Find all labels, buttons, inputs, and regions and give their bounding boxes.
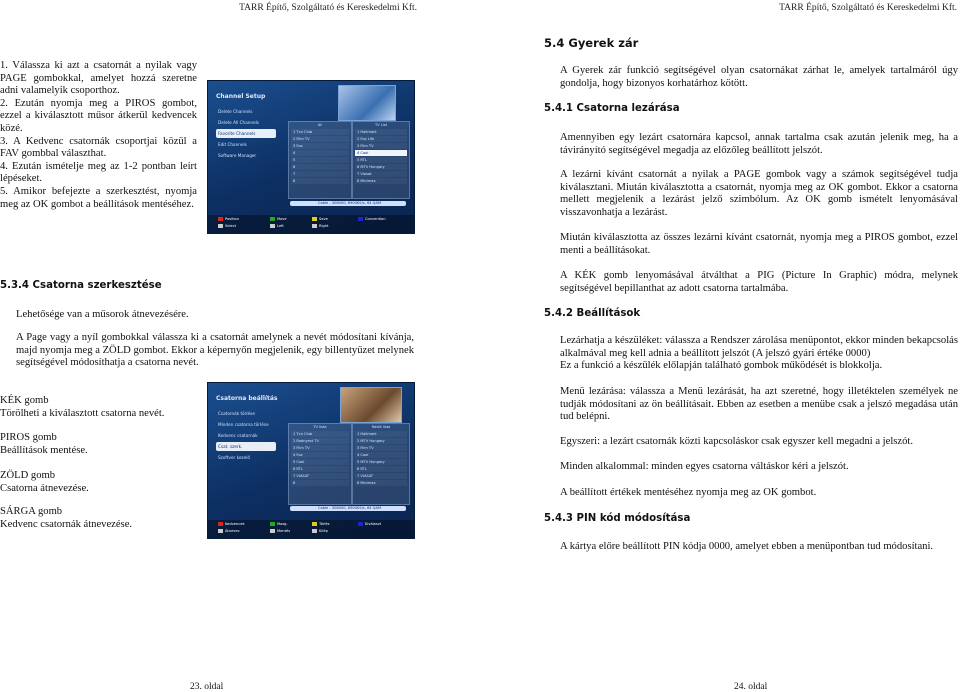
key-list [0, 395, 164, 531]
red-button-hint: Kedvencek [218, 522, 245, 527]
screen-title: Channel Setup [216, 93, 266, 100]
list-row: 1 Tvn Club [291, 129, 349, 135]
blue-button-hint: Convention [358, 217, 386, 222]
channel-list-right [352, 423, 410, 505]
step-item: 2. Ezután nyomja meg a PIROS gombot, ezzel a kiválasztott műsor átkerül kedvencek közé. [0, 97, 197, 134]
key-desc: Kedvenc csatornák átnevezése. [0, 518, 133, 530]
paragraph: Lezárhatja a készüléket: válassza a Rendszer zárolása menüpontot, ekkor minden bekapcsolás alkalmával meg kell adnia a beállított jelszót (A jelszó gyári értéke 0000) [560, 335, 958, 359]
left-page-footer: 23. oldal [190, 682, 224, 692]
list-row: 4 [291, 150, 349, 156]
right-page-header: TARR Építő, Szolgáltató és Kereskedelmi Kft. [779, 3, 957, 13]
list-row: 3 Film TV [291, 445, 349, 451]
channel-list-right [352, 121, 410, 199]
channel-edit-screenshot [207, 382, 415, 539]
left-button-hint: Left [270, 224, 284, 229]
list-row: 2 MTV Hungary [355, 438, 407, 444]
red-button-hint: Position [218, 217, 239, 222]
paragraph: Minden alkalommal: minden egyes csatorna váltáskor kéri a jelszót. [560, 461, 849, 472]
key-name: PIROS gomb [0, 432, 57, 443]
list-row: 1 Hallmark [355, 129, 407, 135]
list-row: 6 MTV Hungary [355, 164, 407, 170]
list-row: 6 RTL [355, 466, 407, 472]
screen-menu-item: Minden csatorna törlése [218, 422, 269, 427]
ok-button-hint: Átnevez [218, 529, 240, 534]
step-item: 5. Amikor befejezte a szerkesztést, nyomja meg az OK gombot a beállítások mentéséhez. [0, 185, 197, 210]
list-row: 6 [291, 164, 349, 170]
list-row: 3 Fox [291, 143, 349, 149]
list-row: 7 VIASAT [291, 473, 349, 479]
list-row: 8 Minimax [355, 480, 407, 486]
paragraph: A lezárni kívánt csatornát a nyilak a PAGE gombok vagy a számok segítségével tudja kiválasztani. Miután kiválasztotta a csatornát, nyomja meg az OK gombot. Ekkor a csatorna mellett megjelenik a lezárást jelző szimbólum. Az OK gomb ismételt lenyomásával visszavonhatja a lezárást. [560, 169, 958, 218]
screen-menu-item-selected: Csat. szerk. [216, 442, 276, 451]
step-item: 3. A Kedvenc csatornák csoportjai közül a FAV gombbal választhat. [0, 135, 197, 160]
blue-button-hint: Kiválaszt [358, 522, 381, 527]
subsection-title: 5.4.3 PIN kód módosítása [544, 513, 691, 524]
key-desc: Csatorna átnevezése. [0, 482, 89, 494]
steps-list [0, 60, 197, 211]
subsection-title: 5.4.2 Beállítások [544, 308, 641, 319]
exit-button-hint: Kilép [312, 529, 328, 534]
list-row: 2 Film TV [291, 136, 349, 142]
paragraph: A kártya előre beállított PIN kódja 0000, amelyet ebben a menüpontban tud módosítani. [560, 541, 934, 552]
step-item: 1. Válassza ki azt a csatornát a nyilak vagy PAGE gombokkal, amelyet hozzá szeretne adni valamelyik csoporthoz. [0, 60, 197, 97]
list-row: 5 RTL [355, 157, 407, 163]
list-header: All [317, 123, 323, 127]
section-title: 5.4 Gyerek zár [544, 36, 639, 50]
paragraph: A KÉK gomb lenyomásával átválthat a PIG (Picture In Graphic) módra, melynek segítségével bepillanthat az adott csatorna tartalmába. [560, 270, 958, 294]
section-paragraph: A Page vagy a nyíl gombokkal válassza ki a csatornát amelynek a nevét módosítani kívánja, majd nyomja meg a ZÖLD gombot. Ekkor a képernyőn megjelenik, egy billentyűzet melynek segítségével módosíthatja a csatorna nevét. [16, 332, 414, 369]
list-row: 7 [291, 171, 349, 177]
screen-menu [216, 409, 276, 464]
list-row: 3 Film TV [355, 445, 407, 451]
list-row: 2 Fox Life [355, 136, 407, 142]
signal-info: Cable - 306000, 6900KS/s, 64 QAM [318, 201, 382, 205]
screen-menu-item-selected: Favorite Channels [216, 129, 276, 138]
list-row: 2 Rodnyest TV [291, 438, 349, 444]
section-title: 5.3.4 Csatorna szerkesztése [0, 280, 162, 291]
list-header: TV lista [313, 425, 327, 429]
video-preview [340, 387, 402, 423]
screen-menu-item: Csatornák törlése [218, 411, 255, 416]
video-preview [338, 85, 396, 121]
section-intro: A Gyerek zár funkció segítségével olyan csatornákat zárhat le, amelyek tartalmáról úgy gondolja, hogy bizonyos korhatárhoz kötött. [560, 65, 958, 89]
screen-title: Csatorna beállítás [216, 395, 278, 402]
list-row: 1 Hallmark [355, 431, 407, 437]
key-name: KÉK gomb [0, 395, 49, 406]
signal-info: Cable - 306000, 6900KS/s, 64 QAM [318, 506, 382, 510]
paragraph: Egyszeri: a lezárt csatornák közti kapcsoláskor csak egyszer kell megadni a jelszót. [560, 436, 913, 447]
screen-menu-item: Software Manager [218, 153, 257, 158]
list-row: 4 Fox [291, 452, 349, 458]
ok-button-hint: Select [218, 224, 236, 229]
list-header: TV List [374, 123, 388, 127]
subsection-title: 5.4.1 Csatorna lezárása [544, 103, 680, 114]
screen-menu [216, 107, 276, 162]
screen-menu-item: Edit Channels [218, 142, 247, 147]
list-row-selected: 4 Cool [355, 150, 407, 156]
channel-setup-screenshot [207, 80, 415, 234]
right-button-hint: Right [312, 224, 328, 229]
list-row: 1 Tvn Club [291, 431, 349, 437]
list-row: 8 [291, 480, 349, 486]
key-desc: Törölheti a kiválasztott csatorna nevét. [0, 407, 165, 419]
list-row: 5 Cool [291, 459, 349, 465]
green-button-hint: Mozg. [270, 522, 288, 527]
channel-list-left [288, 423, 352, 505]
key-name: ZÖLD gomb [0, 470, 56, 481]
paragraph: A beállított értékek mentéséhez nyomja meg az OK gombot. [560, 487, 817, 498]
list-row: 5 MTV Hungary [355, 459, 407, 465]
left-page-header: TARR Építő, Szolgáltató és Kereskedelmi Kft. [239, 3, 417, 13]
screen-menu-item: Kedvenc csatornák [218, 433, 258, 438]
list-row: 3 Film TV [355, 143, 407, 149]
screen-menu-item: Delete All Channels [218, 120, 259, 125]
green-button-hint: Move [270, 217, 287, 222]
section-intro: Lehetősége van a műsorok átnevezésére. [16, 309, 189, 320]
key-name: SÁRGA gomb [0, 506, 63, 517]
screen-menu-item: Szoftver kezelő [218, 455, 250, 460]
channel-list-left [288, 121, 352, 199]
paragraph: Amennyiben egy lezárt csatornára kapcsol, annak tartalma csak azután jelenik meg, ha a távirányító segítségével megadja az előzőleg beállított jelszót. [560, 132, 958, 156]
paragraph-line: Ez a funkció a készülék előlapján található gombok működését is blokkolja. [560, 360, 883, 371]
list-row: 4 Cool [355, 452, 407, 458]
right-page [480, 0, 960, 692]
list-row: 7 Viasat [355, 171, 407, 177]
key-desc: Beállítások mentése. [0, 444, 88, 456]
list-row: 7 VIASAT [355, 473, 407, 479]
list-row: 8 Minimax [355, 178, 407, 184]
save-button-hint: Mentés [270, 529, 290, 534]
paragraph: Menü lezárása: válassza a Menü lezárását, ha azt szeretné, hogy illetéktelen személyek ne tudják módosítani az ön beállításait. Ebben az esetben a menübe csak a jelszó megadása után tud belépni. [560, 386, 958, 423]
list-row: 5 [291, 157, 349, 163]
yellow-button-hint: Save [312, 217, 328, 222]
paragraph: Miután kiválasztotta az összes lezárni kívánt csatornát, nyomja meg a PIROS gombot, ezzel menti a beállításokat. [560, 232, 958, 256]
right-page-footer: 24. oldal [734, 682, 768, 692]
list-row: 8 [291, 178, 349, 184]
step-item: 4. Ezután ismételje meg az 1-2 pontban leírt lépéseket. [0, 160, 197, 185]
yellow-button-hint: Törlés [312, 522, 329, 527]
list-header: Rádió lista [371, 425, 391, 429]
list-row: 6 RTL [291, 466, 349, 472]
screen-menu-item: Delete Channels [218, 109, 253, 114]
